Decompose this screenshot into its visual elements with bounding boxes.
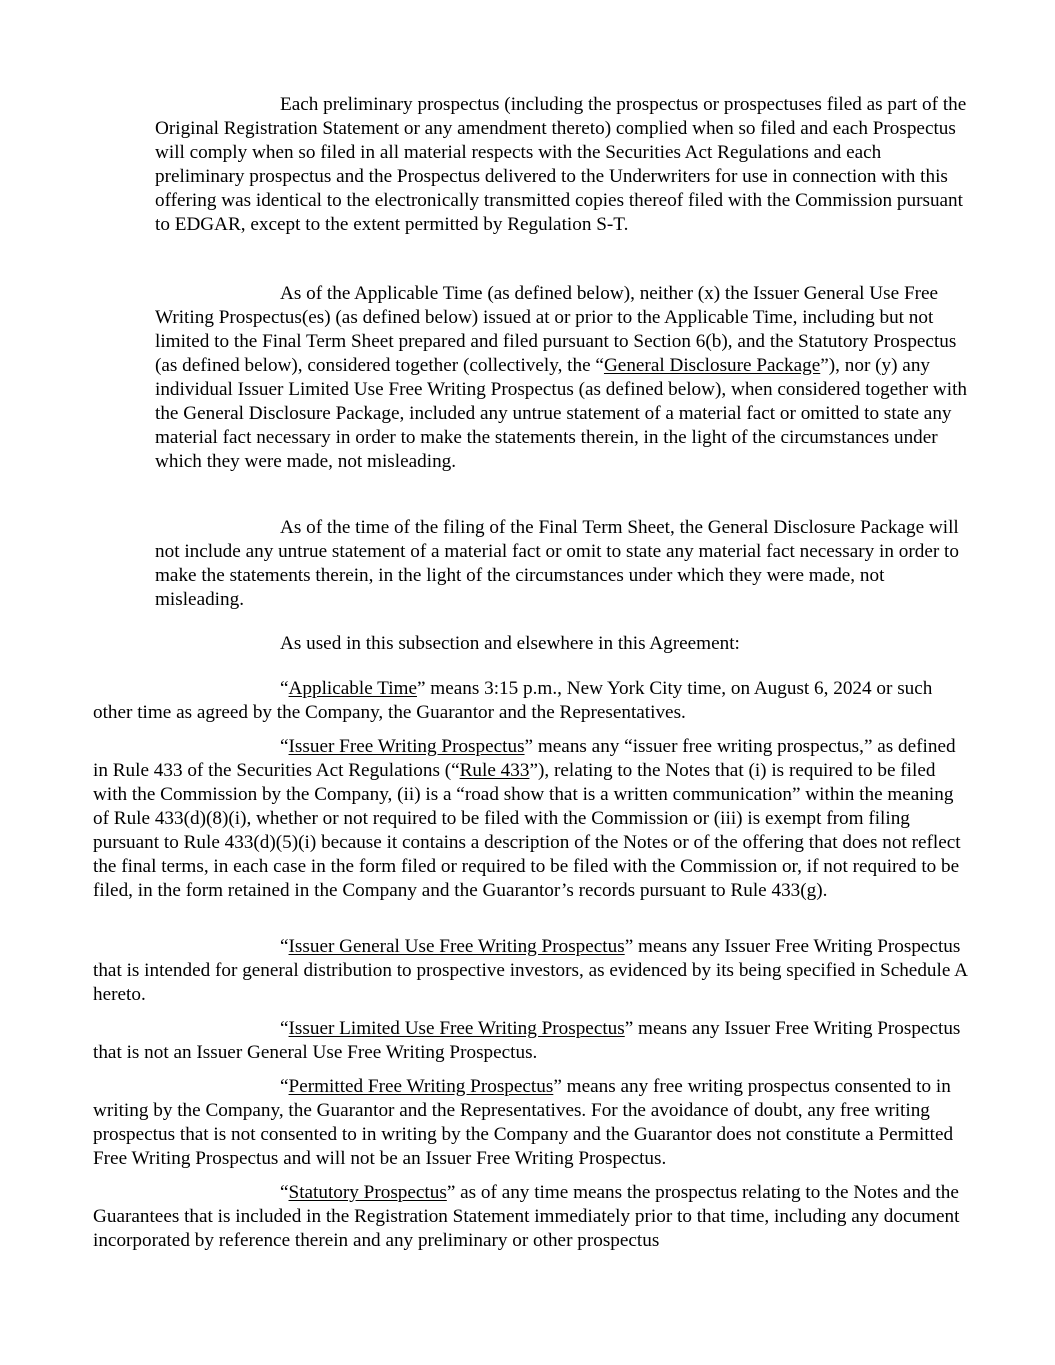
defined-term-issuer-free-writing-prospectus: Issuer Free Writing Prospectus [288,736,525,757]
paragraph-text: As of the Applicable Time (as defined below), neither (x) the Issuer General Use Free Writing Prospectus(es) (as defined below) issued at or prior to the Applicable Time, including but not limited to the Final Term Sheet prepared and filed pursuant to Section 6(b), and the Statutory Prospectus (as defined below), considered together (collectively, the “ [155,283,957,376]
quote-mark: “ [280,936,289,957]
paragraph-text: ”), nor (y) any individual Issuer Limited Use Free Writing Prospectus (as defined below), when considered together with the General Disclosure Package, included any untrue statement of a material fact or omitted to state any material fact necessary in order to make the statements therein, in the light of the circumstances under which they were made, not misleading. [155,355,968,472]
definition-text: ” means any Issuer Free Writing Prospectus that is intended for general distribution to prospective investors, as evidenced by its being specified in Schedule A hereto. [93,936,967,1005]
definition-issuer-free-writing-prospectus [93,735,968,903]
quote-mark: “ [280,736,289,757]
quote-mark: “ [280,678,289,699]
definition-text: ” means any “issuer free writing prospectus,” as defined in Rule 433 of the Securities Act Regulations (“ [93,736,956,781]
defined-term-issuer-limited-use-fwp: Issuer Limited Use Free Writing Prospectus [288,1018,625,1039]
paragraph-applicable-time-disclosure [155,282,970,474]
paragraph-as-used [155,632,970,656]
quote-mark: “ [280,1182,289,1203]
defined-term-rule-433: Rule 433 [459,760,530,781]
definition-applicable-time [93,677,968,725]
definition-permitted-fwp [93,1075,968,1171]
definition-text: ” means any free writing prospectus consented to in writing by the Company, the Guarantor and the Representatives. For the avoidance of doubt, any free writing prospectus that is not consented to in writing by the Company and the Guarantor does not constitute a Permitted Free Writing Prospectus and will not be an Issuer Free Writing Prospectus. [93,1076,954,1169]
quote-mark: “ [280,1076,289,1097]
defined-term-applicable-time: Applicable Time [288,678,417,699]
paragraph-text: Each preliminary prospectus (including the prospectus or prospectuses filed as part of the Original Registration Statement or any amendment thereto) complied when so filed and each Prospectus will comply when so filed in all material respects with the Securities Act Regulations and each preliminary prospectus and the Prospectus delivered to the Underwriters for use in connection with this offering was identical to the electronically transmitted copies thereof filed with the Commission pursuant to EDGAR, except to the extent permitted by Regulation S-T. [155,94,967,235]
definition-issuer-limited-use-fwp [93,1017,968,1065]
definition-text: ” means 3:15 p.m., New York City time, on August 6, 2024 or such other time as agreed by the Company, the Guarantor and the Representatives. [93,678,933,723]
defined-term-general-disclosure-package: General Disclosure Package [603,355,821,376]
paragraph-text: As of the time of the filing of the Final Term Sheet, the General Disclosure Package will not include any untrue statement of a material fact or omit to state any material fact necessary in order to make the statements therein, in the light of the circumstances under which they were made, not misleading. [155,517,959,610]
defined-term-permitted-fwp: Permitted Free Writing Prospectus [288,1076,554,1097]
definition-text: ” as of any time means the prospectus relating to the Notes and the Guarantees that is included in the Registration Statement immediately prior to that time, including any document incorporated by reference therein and any preliminary or other prospectus [93,1182,960,1251]
definition-text: ” means any Issuer Free Writing Prospectus that is not an Issuer General Use Free Writing Prospectus. [93,1018,961,1063]
defined-term-statutory-prospectus: Statutory Prospectus [288,1182,447,1203]
paragraph-text: As used in this subsection and elsewhere in this Agreement: [280,633,740,654]
definition-issuer-general-use-fwp [93,935,968,1007]
quote-mark: “ [280,1018,289,1039]
paragraph-preliminary-prospectus [155,93,970,237]
definition-text: ”), relating to the Notes that (i) is required to be filed with the Commission by the Company, (ii) is a “road show that is a written communication” within the meaning of Rule 433(d)(8)(i), whether or not required to be filed with the Commission or (iii) is exempt from filing pursuant to Rule 433(d)(5)(i) because it contains a description of the Notes or of the offering that does not reflect the final terms, in each case in the form filed or required to be filed with the Commission or, if not required to be filed, in the form retained in the Company and the Guarantor’s records pursuant to Rule 433(g). [93,760,961,901]
paragraph-final-term-sheet [155,516,970,612]
defined-term-issuer-general-use-fwp: Issuer General Use Free Writing Prospectus [288,936,625,957]
definition-statutory-prospectus [93,1181,968,1253]
